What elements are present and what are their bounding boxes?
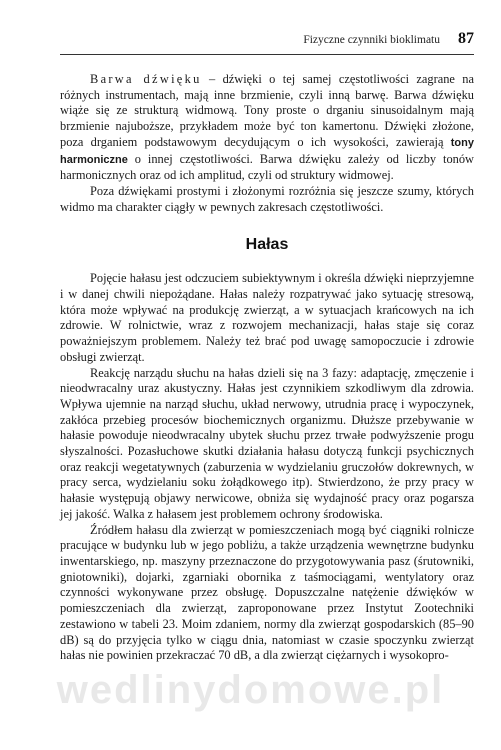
- paragraph-text: – dźwięki o tej samej częstotliwości zagrane na różnych instrumentach, mają inne brzmienie, czyli inną barwę. Barwa dźwięku wiąże się ze strukturą widmową. Tony proste o drganiu sinusoidalnym mają brzmienie najuboższe, przykładem może być ton kamertonu. Dźwięki złożone, poza drganiem podstawowym decydującym o ich wysokości, zawierają: [60, 72, 474, 149]
- header-rule: [60, 54, 474, 55]
- paragraph-noise-types: Poza dźwiękami prostymi i złożonymi rozróżnia się jeszcze szumy, których widmo ma charakter ciągły w pewnych zakresach częstotliwości.: [60, 183, 474, 214]
- watermark: wedlinydomowe.pl: [56, 668, 445, 712]
- paragraph: Źródłem hałasu dla zwierząt w pomieszczeniach mogą być ciągniki rolnicze pracujące w budynku lub w jego pobliżu, a także urządzenia wewnętrzne budynku inwentarskiego, np. maszyny przeznaczone do przygotowywania pasz (śrutowniki, gniotowniki), dojarki, zgarniaki obornika z taśmociągami, wentylatory oraz czynności wykonywane przez obsługę. Dopuszczalne natężenie dźwięków w pomieszczeniach dla zwierząt, zaproponowane przez Instytut Zootechniki zestawiono w tabeli 23. Moim zdaniem, normy dla zwierząt gospodarskich (85–90 dB) są do przyjęcia tylko w ciągu dnia, natomiast w czasie spoczynku zwierząt hałas nie powinien przekraczać 70 dB, a dla zwierząt ciężarnych i wysokopro-: [60, 522, 474, 663]
- paragraph-text-end: o innej częstotliwości. Barwa dźwięku zależy od liczby tonów harmonicznych oraz od ich amplitud, czyli od struktury widmowej.: [60, 151, 474, 183]
- paragraph-sound-timbre: [60, 72, 474, 184]
- running-header: Fizyczne czynniki bioklimatu: [303, 34, 440, 46]
- paragraph: Pojęcie hałasu jest odczuciem subiektywnym i określa dźwięki nieprzyjemne i w danej chwili niepożądane. Hałas należy rozpatrywać jako sytuację stresową, która może wpływać na produkcję zwierząt, a w sytuacjach krańcowych na ich zdrowie. W rolnictwie, wraz z rozwojem mechanizacji, hałas staje się coraz poważniejszym problemem. Należy też brać pod uwagę samopoczucie i zdrowie obsługi zwierząt.: [60, 271, 474, 364]
- paragraph: Reakcję narządu słuchu na hałas dzieli się na 3 fazy: adaptację, zmęczenie i nieodwracalny uraz akustyczny. Hałas jest czynnikiem szkodliwym dla zdrowia. Wpływa ujemnie na narząd słuchu, układ nerwowy, utrudnia pracę i wypoczynek, zakłóca przebieg procesów biochemicznych organizmu. Dłuższe przebywanie w hałasie powoduje nieodwracalny ubytek słuchu przez trwałe podwyższenie progu słyszalności. Pozasłuchowe skutki działania hałasu dotyczą funkcji psychicznych oraz reakcji wegetatywnych (zaburzenia w wydzielaniu gruczołów dokrewnych, w pracy serca, wydzielaniu soku żołądkowego itp). Stwierdzono, że przy pracy w hałasie występują objawy nerwicowe, obniża się wydajność pracy oraz pogarsza jej jakość. Walka z hałasem jest problemem ochrony środowiska.: [60, 365, 474, 521]
- bold-term-harmonics: tony harmoniczne: [60, 136, 474, 166]
- section-heading: Hałas: [245, 236, 289, 254]
- term-timbre: Barwa dźwięku: [90, 72, 202, 86]
- page-number: 87: [458, 30, 474, 47]
- body-text: [60, 72, 474, 664]
